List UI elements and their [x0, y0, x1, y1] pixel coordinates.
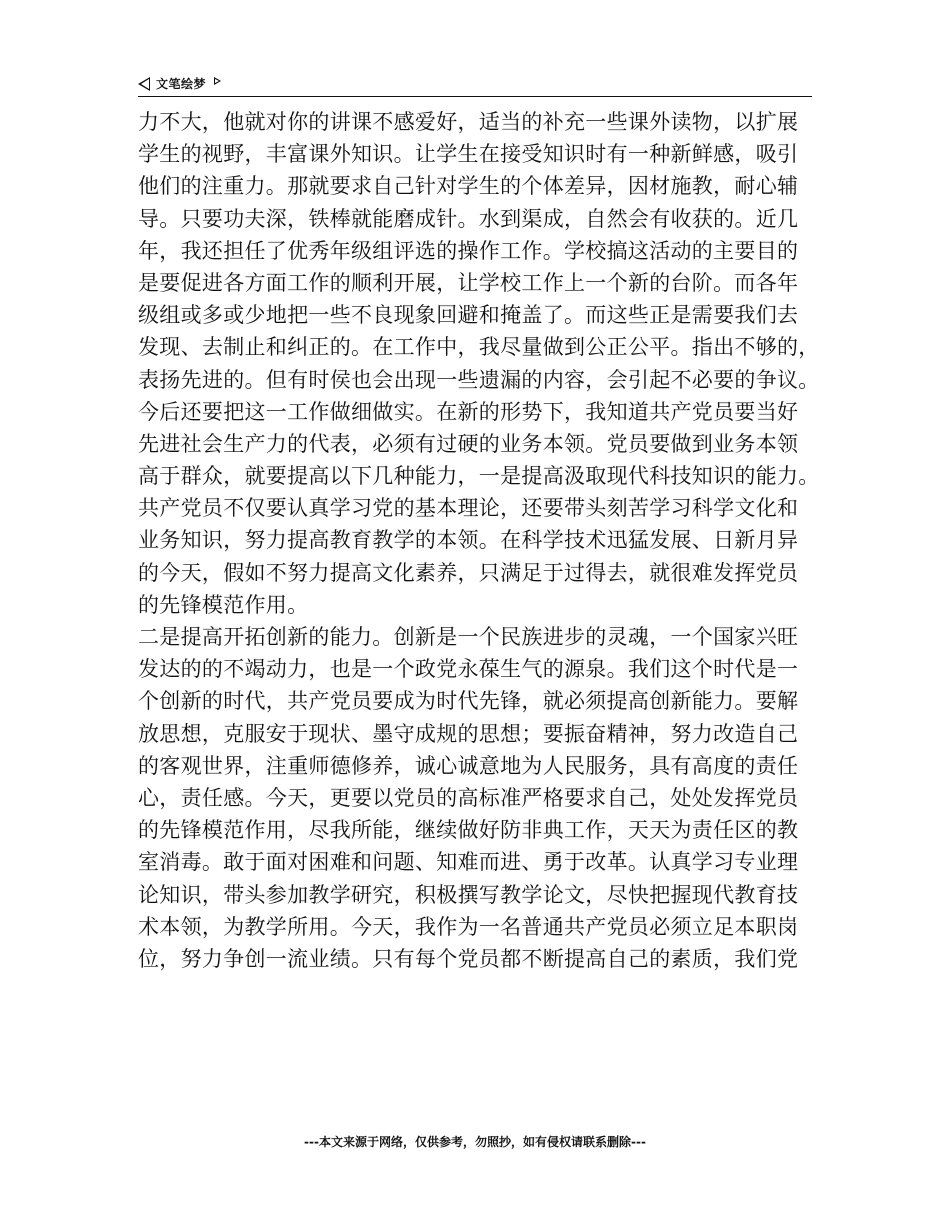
text-line: 放思想，克服安于现状、墨守成规的思想；要振奋精神，努力改造自己 [138, 721, 799, 746]
text-line: 今后还要把这一工作做细做实。在新的形势下，我知道共产党员要当好 [138, 399, 799, 424]
header-title: 文笔绘梦 [156, 77, 207, 91]
page-header [138, 72, 812, 97]
text-line: 他们的注重力。那就要求自己针对学生的个体差异，因材施教，耐心辅 [138, 174, 799, 199]
text-line: 的先锋模范作用。 [138, 592, 309, 617]
text-line: 论知识，带头参加教学研究，积极撰写教学论文，尽快把握现代教育技 [138, 882, 799, 907]
text-line: 力不大，他就对你的讲课不感爱好，适当的补充一些课外读物，以扩展 [138, 110, 799, 134]
text-line: 的先锋模范作用，尽我所能，继续做好防非典工作，天天为责任区的教 [138, 818, 799, 843]
text-line: 导。只要功夫深，铁棒就能磨成针。水到渠成，自然会有收获的。近几 [138, 206, 799, 231]
text-line: 是要促进各方面工作的顺利开展，让学校工作上一个新的台阶。而各年 [138, 270, 799, 295]
text-line: 二是提高开拓创新的能力。创新是一个民族进步的灵魂，一个国家兴旺 [138, 625, 799, 649]
text-line: 发现、去制止和纠正的。在工作中，我尽量做到公正公平。指出不够的， [138, 335, 820, 360]
text-line: 发达的的不竭动力，也是一个政党永葆生气的源泉。我们这个时代是一 [138, 657, 799, 682]
text-line: 个创新的时代，共产党员要成为时代先锋，就必须提高创新能力。要解 [138, 689, 799, 714]
text-line: 先进社会生产力的代表，必须有过硬的业务本领。党员要做到业务本领 [138, 431, 799, 456]
page-footer: ---本文来源于网络，仅供参考，勿照抄，如有侵权请联系删除--- [304, 1135, 646, 1149]
text-line: 术本领，为教学所用。今天，我作为一名普通共产党员必须立足本职岗 [138, 914, 799, 939]
text-line: 学生的视野，丰富课外知识。让学生在接受知识时有一种新鲜感，吸引 [138, 142, 799, 167]
text-line: 的今天，假如不努力提高文化素养，只满足于过得去，就很难发挥党员 [138, 560, 799, 585]
text-line: 级组或多或少地把一些不良现象回避和掩盖了。而这些正是需要我们去 [138, 303, 799, 328]
text-line: 年，我还担任了优秀年级组评选的操作工作。学校搞这活动的主要目的 [138, 238, 799, 263]
text-line: 室消毒。敢于面对困难和问题、知难而进、勇于改革。认真学习专业理 [138, 850, 799, 875]
text-line: 位，努力争创一流业绩。只有每个党员都不断提高自己的素质，我们党 [138, 946, 799, 971]
text-line: 表扬先进的。但有时侯也会出现一些遗漏的内容，会引起不必要的争议。 [138, 367, 820, 392]
text-line: 高于群众，就要提高以下几种能力，一是提高汲取现代科技知识的能力。 [138, 464, 820, 489]
text-line: 业务知识，努力提高教育教学的本领。在科学技术迅猛发展、日新月异 [138, 528, 799, 553]
text-line: 的客观世界，注重师德修养，诚心诚意地为人民服务，具有高度的责任 [138, 753, 799, 778]
document-body [138, 106, 818, 975]
triangle-right-icon [214, 77, 221, 85]
text-line: 共产党员不仅要认真学习党的基本理论，还要带头刻苦学习科学文化和 [138, 496, 799, 521]
triangle-left-icon [138, 77, 150, 91]
text-line: 心，责任感。今天，更要以党员的高标准严格要求自己，处处发挥党员 [138, 785, 799, 810]
